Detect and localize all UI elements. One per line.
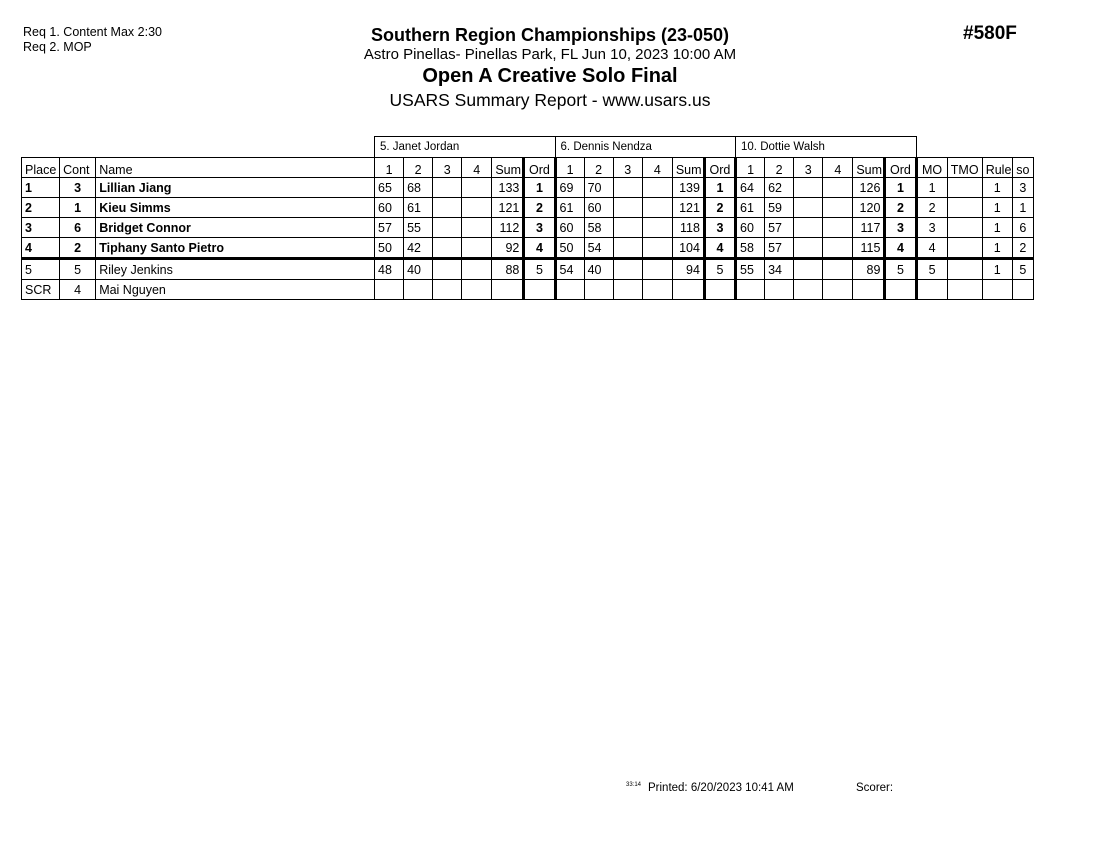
col-ord: Ord [524, 158, 555, 178]
mark-cell: 40 [584, 259, 613, 280]
col-mark-1: 1 [736, 158, 765, 178]
judge-row-spacer-end [916, 137, 1033, 158]
col-mark-3: 3 [433, 158, 462, 178]
place-cell: 5 [22, 259, 60, 280]
col-so: so [1012, 158, 1033, 178]
mark-cell: 61 [404, 198, 433, 218]
col-mark-4: 4 [823, 158, 853, 178]
sum-cell: 139 [672, 178, 704, 198]
ord-cell: 3 [704, 218, 735, 238]
sum-cell: 115 [853, 238, 885, 259]
mark-cell: 57 [765, 238, 794, 259]
mark-cell [642, 198, 672, 218]
sum-cell: 88 [492, 259, 524, 280]
place-cell: 3 [22, 218, 60, 238]
col-mark-1: 1 [375, 158, 404, 178]
sum-cell: 121 [492, 198, 524, 218]
tmo-cell [947, 198, 982, 218]
col-mark-3: 3 [613, 158, 642, 178]
ord-cell: 1 [885, 178, 916, 198]
sum-cell: 120 [853, 198, 885, 218]
ord-cell: 3 [885, 218, 916, 238]
mark-cell: 50 [375, 238, 404, 259]
mark-cell: 54 [584, 238, 613, 259]
mark-cell: 50 [555, 238, 584, 259]
mark-cell [642, 259, 672, 280]
sum-cell [672, 280, 704, 300]
col-mark-1: 1 [555, 158, 584, 178]
mark-cell [375, 280, 404, 300]
rule-cell: 1 [982, 178, 1012, 198]
col-tmo: TMO [947, 158, 982, 178]
col-sum: Sum [853, 158, 885, 178]
results-table [21, 136, 1034, 300]
so-cell: 5 [1012, 259, 1033, 280]
mark-cell [736, 280, 765, 300]
sum-cell: 92 [492, 238, 524, 259]
mark-cell [794, 198, 823, 218]
printed-timestamp: Printed: 6/20/2023 10:41 AM [648, 782, 794, 794]
mark-cell [433, 198, 462, 218]
ord-cell: 3 [524, 218, 555, 238]
ord-cell: 1 [524, 178, 555, 198]
so-cell: 1 [1012, 198, 1033, 218]
mark-cell: 42 [404, 238, 433, 259]
place-cell: SCR [22, 280, 60, 300]
mark-cell: 61 [555, 198, 584, 218]
col-sum: Sum [672, 158, 704, 178]
mark-cell [462, 259, 492, 280]
mark-cell [462, 178, 492, 198]
ord-cell [524, 280, 555, 300]
mark-cell [823, 218, 853, 238]
cont-cell: 3 [60, 178, 96, 198]
mark-cell [555, 280, 584, 300]
mark-cell [823, 178, 853, 198]
requirement-2: Req 2. MOP [23, 40, 92, 54]
judge-name-2: 6. Dennis Nendza [555, 137, 735, 158]
requirement-1: Req 1. Content Max 2:30 [23, 25, 162, 39]
mark-cell [794, 238, 823, 259]
col-mark-2: 2 [404, 158, 433, 178]
mark-cell: 65 [375, 178, 404, 198]
mark-cell [613, 198, 642, 218]
mark-cell [642, 238, 672, 259]
mark-cell: 64 [736, 178, 765, 198]
place-cell: 1 [22, 178, 60, 198]
col-mark-2: 2 [584, 158, 613, 178]
mark-cell [584, 280, 613, 300]
mark-cell [404, 280, 433, 300]
cont-cell: 1 [60, 198, 96, 218]
mark-cell: 60 [555, 218, 584, 238]
mark-cell: 55 [736, 259, 765, 280]
col-rule: Rule [982, 158, 1012, 178]
mark-cell: 69 [555, 178, 584, 198]
mark-cell: 61 [736, 198, 765, 218]
rule-cell: 1 [982, 238, 1012, 259]
mark-cell: 58 [584, 218, 613, 238]
col-place: Place [22, 158, 60, 178]
ord-cell: 2 [885, 198, 916, 218]
mark-cell: 60 [584, 198, 613, 218]
ord-cell: 5 [885, 259, 916, 280]
table-row [22, 280, 1034, 300]
sum-cell: 121 [672, 198, 704, 218]
so-cell [1012, 280, 1033, 300]
mark-cell [433, 218, 462, 238]
mark-cell [462, 280, 492, 300]
sum-cell: 89 [853, 259, 885, 280]
mark-cell [433, 259, 462, 280]
mark-cell: 57 [765, 218, 794, 238]
final-title: Open A Creative Solo Final [422, 65, 678, 87]
mark-cell: 58 [736, 238, 765, 259]
mark-cell: 40 [404, 259, 433, 280]
table-row [22, 259, 1034, 280]
ord-cell: 1 [704, 178, 735, 198]
ord-cell [704, 280, 735, 300]
name-cell: Lillian Jiang [96, 178, 375, 198]
rule-cell: 1 [982, 218, 1012, 238]
rule-cell [982, 280, 1012, 300]
mark-cell: 60 [736, 218, 765, 238]
mark-cell [642, 280, 672, 300]
mark-cell [794, 178, 823, 198]
sum-cell [492, 280, 524, 300]
cont-cell: 6 [60, 218, 96, 238]
mark-cell [794, 218, 823, 238]
mark-cell: 70 [584, 178, 613, 198]
mark-cell [765, 280, 794, 300]
sum-cell: 133 [492, 178, 524, 198]
mark-cell: 55 [404, 218, 433, 238]
col-ord: Ord [704, 158, 735, 178]
report-header [300, 24, 800, 111]
table-row [22, 198, 1034, 218]
venue-line: Astro Pinellas- Pinellas Park, FL Jun 10, 2023 10:00 AM [363, 46, 737, 63]
mark-cell [462, 198, 492, 218]
mark-cell [613, 259, 642, 280]
col-ord: Ord [885, 158, 916, 178]
cont-cell: 4 [60, 280, 96, 300]
event-code: #580F [963, 23, 1017, 44]
report-title: USARS Summary Report - www.usars.us [389, 90, 711, 110]
mark-cell [823, 280, 853, 300]
col-mo: MO [916, 158, 947, 178]
mo-cell: 2 [916, 198, 947, 218]
footer-code: 33:14 [626, 782, 642, 788]
col-mark-4: 4 [642, 158, 672, 178]
name-cell: Bridget Connor [96, 218, 375, 238]
mo-cell: 4 [916, 238, 947, 259]
col-mark-4: 4 [462, 158, 492, 178]
tmo-cell [947, 218, 982, 238]
mark-cell [642, 178, 672, 198]
name-cell: Tiphany Santo Pietro [96, 238, 375, 259]
cont-cell: 2 [60, 238, 96, 259]
tmo-cell [947, 178, 982, 198]
mark-cell [462, 238, 492, 259]
mo-cell: 1 [916, 178, 947, 198]
mark-cell [794, 280, 823, 300]
judge-header-row [22, 137, 1034, 158]
mark-cell [613, 280, 642, 300]
table-row [22, 218, 1034, 238]
judge-name-1: 5. Janet Jordan [375, 137, 556, 158]
mark-cell [794, 259, 823, 280]
name-cell: Riley Jenkins [96, 259, 375, 280]
mo-cell: 3 [916, 218, 947, 238]
mo-cell: 5 [916, 259, 947, 280]
mark-cell [823, 198, 853, 218]
mark-cell [613, 238, 642, 259]
mark-cell: 60 [375, 198, 404, 218]
col-cont: Cont [60, 158, 96, 178]
table-row [22, 178, 1034, 198]
mark-cell [433, 178, 462, 198]
so-cell: 2 [1012, 238, 1033, 259]
cont-cell: 5 [60, 259, 96, 280]
col-mark-3: 3 [794, 158, 823, 178]
sum-cell [853, 280, 885, 300]
col-mark-2: 2 [765, 158, 794, 178]
scorer-label: Scorer: [856, 782, 894, 794]
mark-cell: 68 [404, 178, 433, 198]
ord-cell: 4 [524, 238, 555, 259]
sum-cell: 112 [492, 218, 524, 238]
ord-cell [885, 280, 916, 300]
mark-cell [433, 280, 462, 300]
mark-cell [823, 238, 853, 259]
so-cell: 3 [1012, 178, 1033, 198]
name-cell: Mai Nguyen [96, 280, 375, 300]
so-cell: 6 [1012, 218, 1033, 238]
name-cell: Kieu Simms [96, 198, 375, 218]
mark-cell [613, 178, 642, 198]
ord-cell: 4 [885, 238, 916, 259]
place-cell: 2 [22, 198, 60, 218]
tmo-cell [947, 280, 982, 300]
mark-cell [433, 238, 462, 259]
rule-cell: 1 [982, 259, 1012, 280]
sum-cell: 118 [672, 218, 704, 238]
sum-cell: 117 [853, 218, 885, 238]
table-row [22, 238, 1034, 259]
requirements [23, 25, 162, 55]
sum-cell: 104 [672, 238, 704, 259]
judge-name-3: 10. Dottie Walsh [736, 137, 917, 158]
mark-cell [613, 218, 642, 238]
place-cell: 4 [22, 238, 60, 259]
sum-cell: 94 [672, 259, 704, 280]
tmo-cell [947, 259, 982, 280]
mark-cell: 62 [765, 178, 794, 198]
col-name: Name [96, 158, 375, 178]
ord-cell: 2 [524, 198, 555, 218]
ord-cell: 4 [704, 238, 735, 259]
mark-cell: 54 [555, 259, 584, 280]
event-title: Southern Region Championships (23-050) [370, 25, 730, 45]
mark-cell [462, 218, 492, 238]
mark-cell: 48 [375, 259, 404, 280]
judge-row-spacer [22, 137, 375, 158]
mark-cell [642, 218, 672, 238]
ord-cell: 2 [704, 198, 735, 218]
mark-cell: 34 [765, 259, 794, 280]
col-sum: Sum [492, 158, 524, 178]
tmo-cell [947, 238, 982, 259]
mark-cell [823, 259, 853, 280]
column-header-row [22, 158, 1034, 178]
mark-cell: 59 [765, 198, 794, 218]
ord-cell: 5 [704, 259, 735, 280]
sum-cell: 126 [853, 178, 885, 198]
mark-cell: 57 [375, 218, 404, 238]
rule-cell: 1 [982, 198, 1012, 218]
mo-cell [916, 280, 947, 300]
ord-cell: 5 [524, 259, 555, 280]
